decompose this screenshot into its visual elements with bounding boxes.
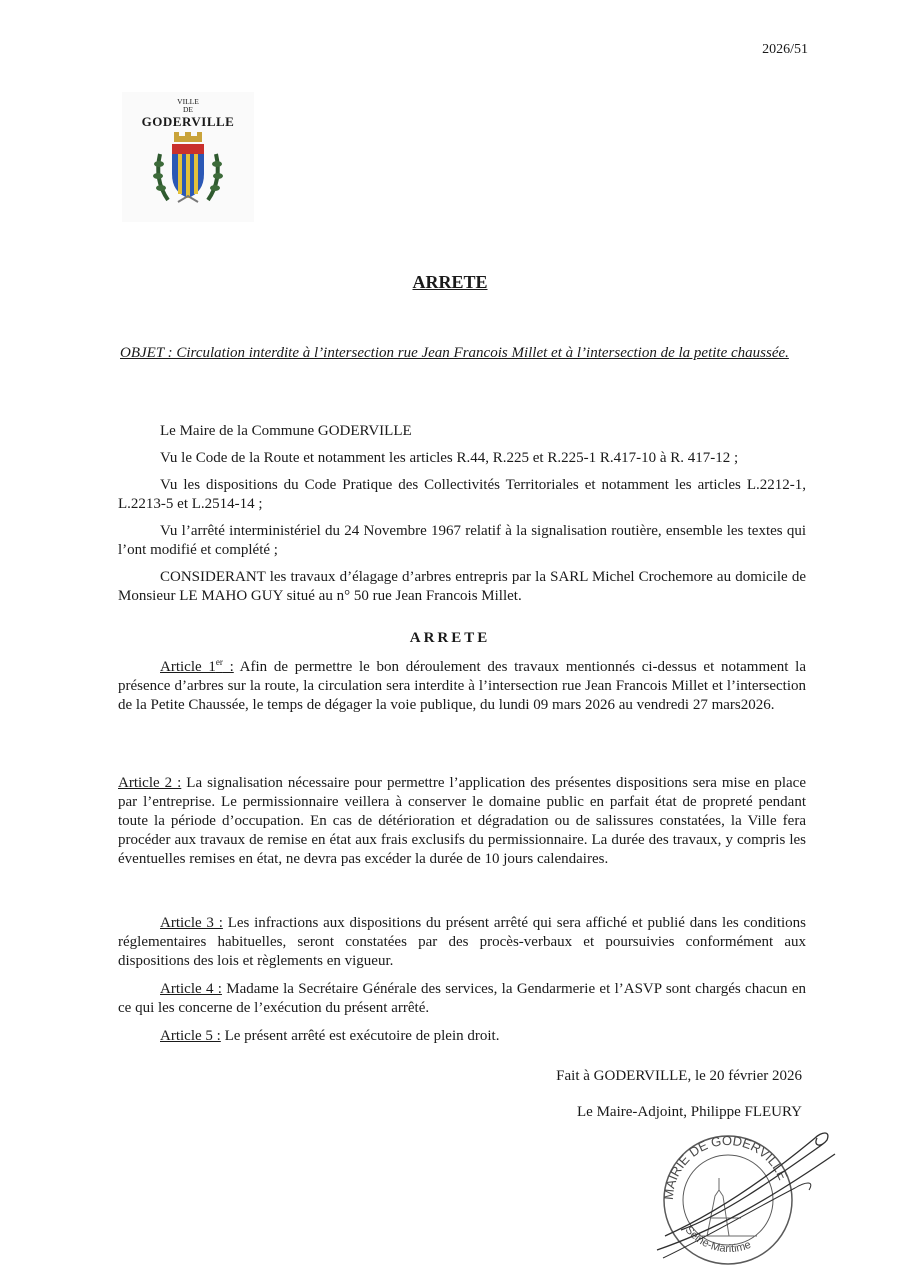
- official-stamp-signature: [645, 1118, 840, 1268]
- considerant-line: CONSIDERANT les travaux d’élagage d’arbres entrepris par la SARL Michel Crochemore au domicile de Monsieur LE MAHO GUY situé au n° 50 rue Jean Francois Millet.: [118, 569, 806, 604]
- document-reference: 2026/51: [762, 42, 808, 57]
- article-1: Article 1er : Afin de permettre le bon déroulement des travaux mentionnés ci-dessus et notamment la présence d’arbres sur la route, la circulation sera interdite à l’intersection rue Jean Francois Millet et l’intersection de la Petite Chaussée, le temps de dégager la voie publique, du lundi 09 mars 2026 au vendredi 27 mars2026.: [118, 657, 806, 713]
- mayor-line: Le Maire de la Commune GODERVILLE: [160, 423, 412, 439]
- coat-of-arms-icon: [150, 130, 226, 210]
- logo-de-text: DE: [183, 105, 193, 114]
- arrete-heading: ARRETE: [409, 630, 491, 646]
- article-5: Article 5 : Le présent arrêté est exécutoire de plein droit.: [160, 1028, 500, 1044]
- svg-text:MAIRIE DE GODERVILLE: MAIRIE DE GODERVILLE: [660, 1132, 791, 1201]
- place-date: Fait à GODERVILLE, le 20 février 2026: [556, 1068, 802, 1084]
- article-2: Article 2 : La signalisation nécessaire pour permettre l’application des présentes dispositions sera mise en place par l’entreprise. Le permissionnaire veillera à conserver le domaine public en parfait état de propreté pendant toute la période d’occupation. En cas de détérioration et dégradation ou de salissures constatées, la Ville fera procéder aux travaux de remise en état aux frais exclusifs du permissionnaire. La durée des travaux, y compris les éventuelles remises en état, ne devra pas excéder la durée de 10 jours calendaires.: [118, 775, 806, 867]
- code-route-line: Vu le Code de la Route et notamment les articles R.44, R.225 et R.225-1 R.417-10 à R. 417-12 ;: [160, 450, 739, 466]
- article-4-label: Article 4 :: [160, 981, 222, 997]
- arrete-interministeriel-line: Vu l’arrêté interministériel du 24 Novembre 1967 relatif à la signalisation routière, ensemble les textes qui l’ont modifié et complété ;: [118, 523, 806, 558]
- preamble: [118, 422, 806, 606]
- page-title: ARRETE: [412, 272, 488, 292]
- town-logo: [122, 92, 254, 222]
- article-3: Article 3 : Les infractions aux dispositions du présent arrêté qui sera affiché et publié dans les conditions réglementaires habituelles, seront constatées par des procès-verbaux et poursuivies conformément aux dispositions des lois et règlements en vigueur.: [118, 915, 806, 969]
- article-3-label: Article 3 :: [160, 915, 223, 931]
- article-4: Article 4 : Madame la Secrétaire Générale des services, la Gendarmerie et l’ASVP sont chargés chacun en ce qui les concerne de l’exécution du présent arrêté.: [118, 981, 806, 1016]
- article-1-label: Article 1er :: [160, 657, 234, 675]
- article-2-label: Article 2 :: [118, 775, 182, 791]
- code-collectivites-line: Vu les dispositions du Code Pratique des Collectivités Territoriales et notamment les articles L.2212-1, L.2213-5 et L.2514-14 ;: [118, 477, 806, 512]
- svg-text:Seine-Maritime: Seine-Maritime: [682, 1224, 753, 1256]
- logo-ville-text: VILLE: [177, 97, 199, 106]
- subject-line: OBJET : Circulation interdite à l’intersection rue Jean Francois Millet et à l’intersection de la petite chaussée.: [120, 345, 789, 361]
- signatory: Le Maire-Adjoint, Philippe FLEURY: [577, 1104, 802, 1120]
- logo-town-name: GODERVILLE: [141, 114, 235, 129]
- article-5-label: Article 5 :: [160, 1028, 221, 1044]
